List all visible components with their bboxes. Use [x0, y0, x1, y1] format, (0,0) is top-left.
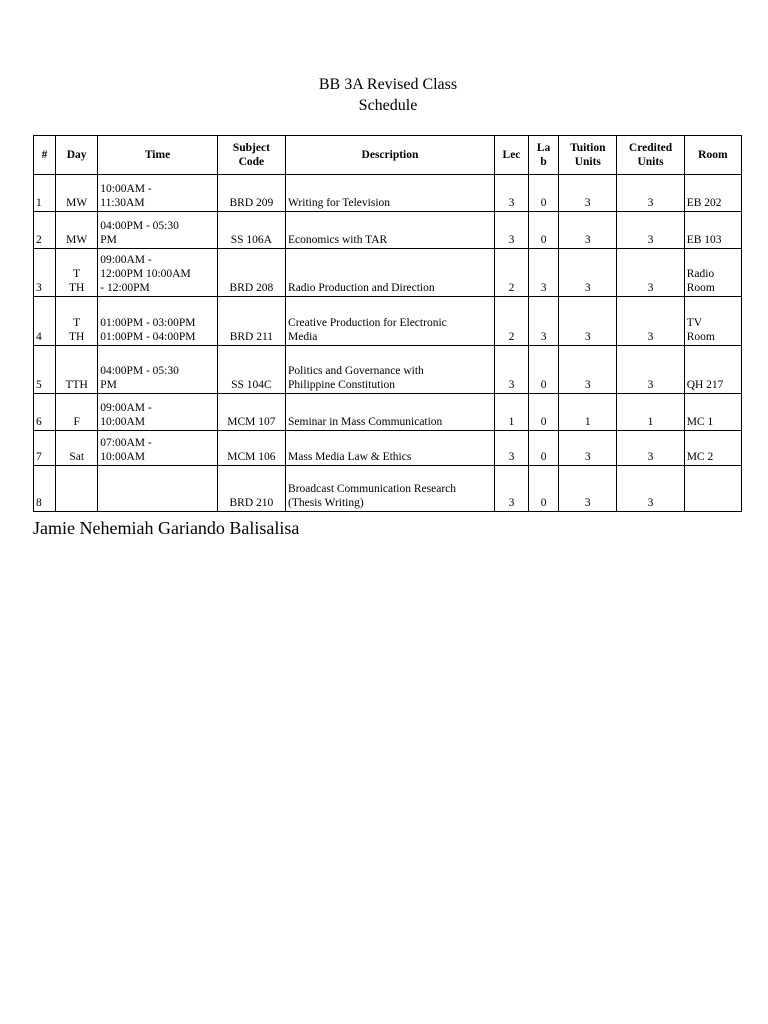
- table-row: [34, 466, 742, 512]
- cell-description: Creative Production for Electronic Media: [286, 297, 495, 346]
- cell-num: 2: [34, 212, 56, 249]
- cell-tuition-units: 3: [559, 212, 617, 249]
- cell-day: MW: [56, 175, 98, 212]
- table-row: [34, 212, 742, 249]
- cell-description: Politics and Governance with Philippine Constitution: [286, 346, 495, 394]
- cell-tuition-units: 3: [559, 249, 617, 297]
- table-row: [34, 394, 742, 431]
- cell-room: MC 1: [684, 394, 741, 431]
- header-num: #: [34, 136, 56, 175]
- header-credited-units: Credited Units: [617, 136, 684, 175]
- cell-description: Seminar in Mass Communication: [286, 394, 495, 431]
- cell-description: Broadcast Communication Research (Thesis Writing): [286, 466, 495, 512]
- cell-tuition-units: 3: [559, 175, 617, 212]
- cell-room: [684, 466, 741, 512]
- header-time: Time: [98, 136, 218, 175]
- cell-num: 3: [34, 249, 56, 297]
- cell-lab: 3: [529, 297, 559, 346]
- cell-room: EB 103: [684, 212, 741, 249]
- cell-lec: 3: [494, 466, 528, 512]
- cell-room: TV Room: [684, 297, 741, 346]
- cell-num: 5: [34, 346, 56, 394]
- cell-day: T TH: [56, 297, 98, 346]
- title-line-2: Schedule: [358, 97, 418, 114]
- table-row: [34, 249, 742, 297]
- cell-credited-units: 3: [617, 297, 684, 346]
- student-name: Jamie Nehemiah Gariando Balisalisa: [33, 518, 300, 538]
- cell-subject-code: SS 106A: [217, 212, 285, 249]
- schedule-table: [33, 135, 742, 512]
- header-room: Room: [684, 136, 741, 175]
- cell-day: MW: [56, 212, 98, 249]
- header-lab: La b: [529, 136, 559, 175]
- header-tuition-units: Tuition Units: [559, 136, 617, 175]
- cell-lec: 2: [494, 249, 528, 297]
- cell-time: 09:00AM - 12:00PM 10:00AM - 12:00PM: [98, 249, 218, 297]
- cell-tuition-units: 3: [559, 346, 617, 394]
- cell-credited-units: 3: [617, 212, 684, 249]
- cell-credited-units: 3: [617, 346, 684, 394]
- cell-time: 04:00PM - 05:30 PM: [98, 212, 218, 249]
- cell-num: 7: [34, 431, 56, 466]
- cell-day: F: [56, 394, 98, 431]
- cell-lec: 3: [494, 431, 528, 466]
- cell-description: Writing for Television: [286, 175, 495, 212]
- cell-time: 07:00AM - 10:00AM: [98, 431, 218, 466]
- cell-subject-code: BRD 210: [217, 466, 285, 512]
- cell-lab: 0: [529, 394, 559, 431]
- cell-room: EB 202: [684, 175, 741, 212]
- document-title: [0, 74, 768, 116]
- header-subject-code: Subject Code: [217, 136, 285, 175]
- title-line-1: BB 3A Revised Class: [318, 76, 458, 93]
- cell-num: 1: [34, 175, 56, 212]
- cell-subject-code: BRD 208: [217, 249, 285, 297]
- cell-credited-units: 3: [617, 249, 684, 297]
- table-row: [34, 346, 742, 394]
- cell-subject-code: SS 104C: [217, 346, 285, 394]
- cell-lab: 0: [529, 212, 559, 249]
- cell-day: TTH: [56, 346, 98, 394]
- header-day: Day: [56, 136, 98, 175]
- cell-num: 8: [34, 466, 56, 512]
- table-row: [34, 431, 742, 466]
- cell-day: [56, 466, 98, 512]
- cell-credited-units: 3: [617, 466, 684, 512]
- cell-description: Economics with TAR: [286, 212, 495, 249]
- cell-lab: 0: [529, 431, 559, 466]
- cell-day: Sat: [56, 431, 98, 466]
- cell-lab: 0: [529, 346, 559, 394]
- cell-lab: 3: [529, 249, 559, 297]
- cell-num: 4: [34, 297, 56, 346]
- cell-lec: 1: [494, 394, 528, 431]
- cell-time: 01:00PM - 03:00PM 01:00PM - 04:00PM: [98, 297, 218, 346]
- header-description: Description: [286, 136, 495, 175]
- cell-tuition-units: 3: [559, 297, 617, 346]
- cell-num: 6: [34, 394, 56, 431]
- header-lec: Lec: [494, 136, 528, 175]
- cell-description: Radio Production and Direction: [286, 249, 495, 297]
- cell-time: [98, 466, 218, 512]
- cell-credited-units: 3: [617, 175, 684, 212]
- cell-lab: 0: [529, 175, 559, 212]
- cell-subject-code: BRD 209: [217, 175, 285, 212]
- cell-day: T TH: [56, 249, 98, 297]
- header-row: [34, 136, 742, 175]
- cell-tuition-units: 1: [559, 394, 617, 431]
- cell-room: MC 2: [684, 431, 741, 466]
- cell-description: Mass Media Law & Ethics: [286, 431, 495, 466]
- cell-room: QH 217: [684, 346, 741, 394]
- cell-time: 09:00AM - 10:00AM: [98, 394, 218, 431]
- cell-credited-units: 3: [617, 431, 684, 466]
- cell-room: Radio Room: [684, 249, 741, 297]
- cell-subject-code: MCM 106: [217, 431, 285, 466]
- table-row: [34, 175, 742, 212]
- cell-lec: 3: [494, 346, 528, 394]
- cell-time: 10:00AM - 11:30AM: [98, 175, 218, 212]
- cell-lec: 3: [494, 212, 528, 249]
- cell-lec: 3: [494, 175, 528, 212]
- cell-time: 04:00PM - 05:30 PM: [98, 346, 218, 394]
- table-row: [34, 297, 742, 346]
- cell-subject-code: BRD 211: [217, 297, 285, 346]
- cell-tuition-units: 3: [559, 431, 617, 466]
- cell-lab: 0: [529, 466, 559, 512]
- cell-credited-units: 1: [617, 394, 684, 431]
- cell-subject-code: MCM 107: [217, 394, 285, 431]
- cell-tuition-units: 3: [559, 466, 617, 512]
- cell-lec: 2: [494, 297, 528, 346]
